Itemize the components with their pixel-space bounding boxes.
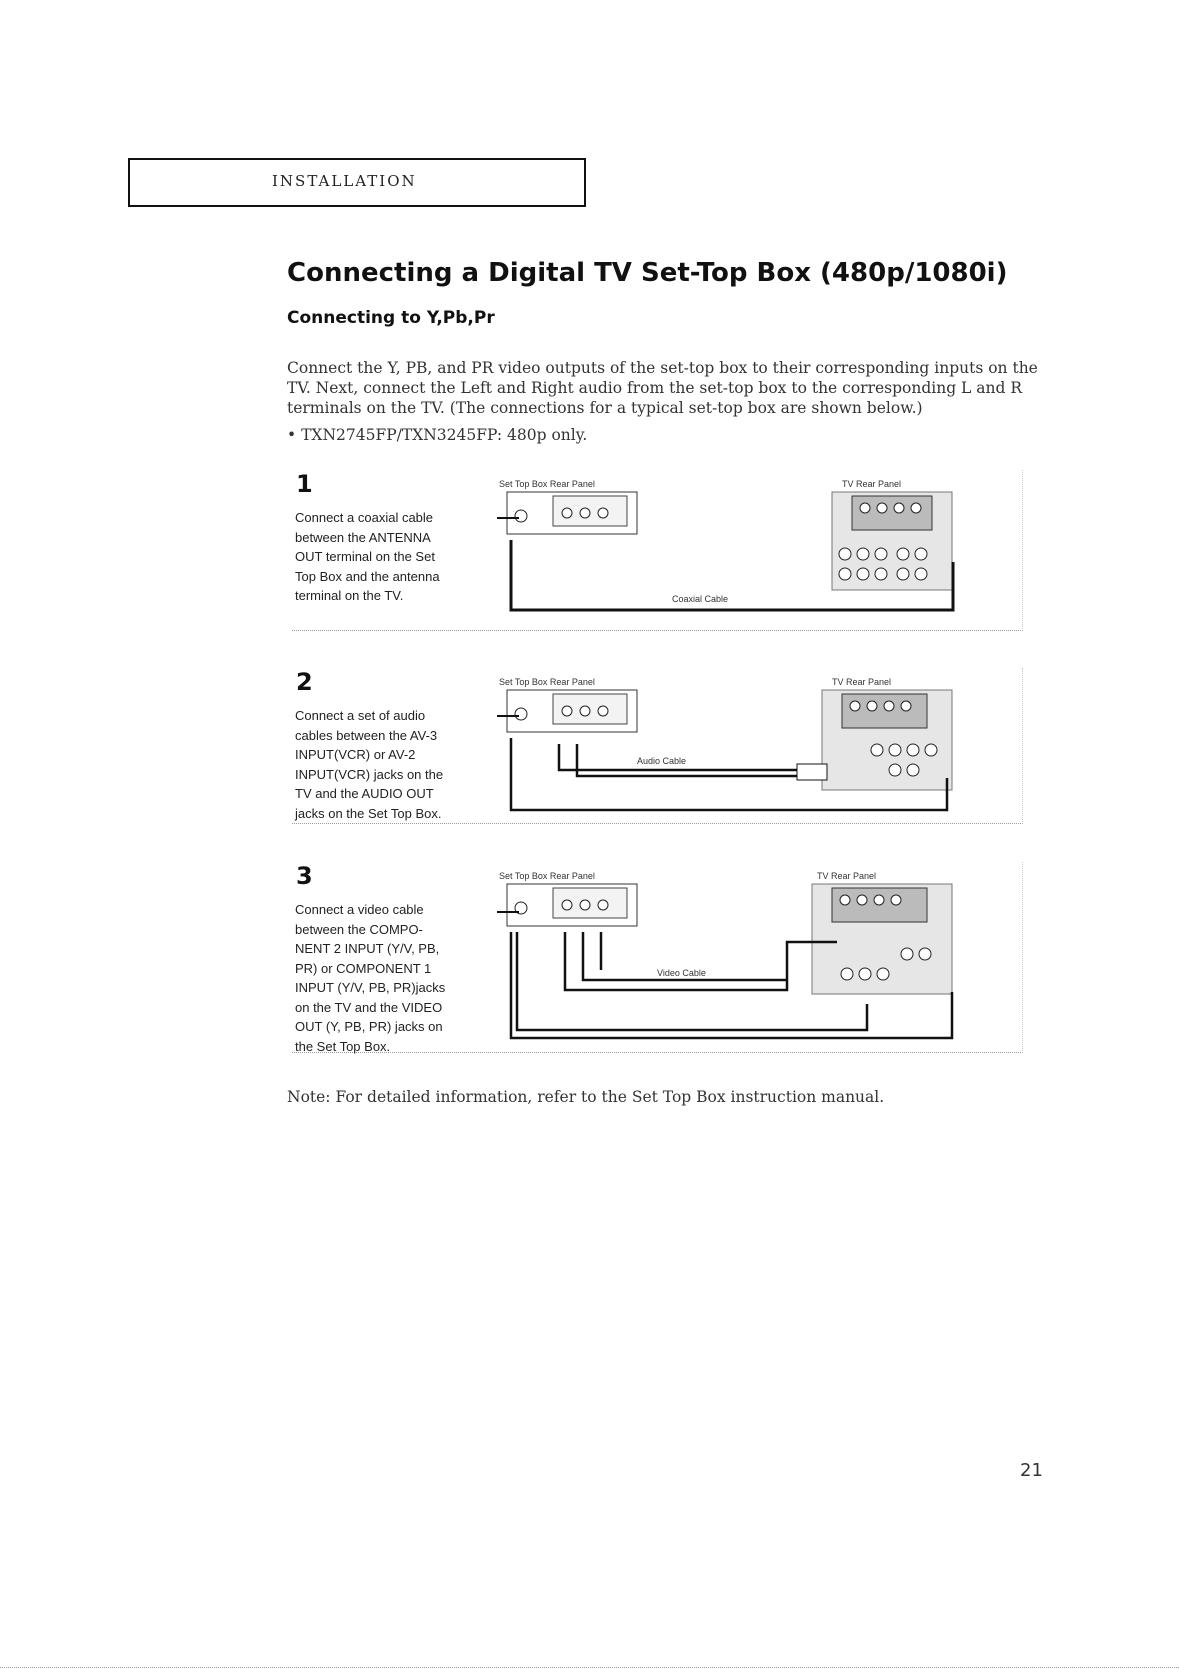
tv-panel-label: TV Rear Panel (842, 479, 902, 489)
step-1 (292, 470, 1023, 631)
section-header-label: INSTALLATION (272, 172, 417, 190)
cable-label: Video Cable (657, 968, 706, 978)
page-title: Connecting a Digital TV Set-Top Box (480p/1080i) (287, 258, 1008, 288)
step-3 (292, 862, 1023, 1053)
step-number: 3 (296, 862, 313, 890)
model-note-bullet: • TXN2745FP/TXN3245FP: 480p only. (287, 426, 588, 444)
set-top-box-panel (507, 884, 637, 926)
step-instructions: Connect a video cable between the COMPO- NENT 2 INPUT (Y/V, PB, PR) or COMPONENT 1 INPUT (Y/V, PB, PR)jacks on the TV and the VIDEO OUT (Y, PB, PR) jacks on the Set Top Box. (295, 902, 446, 1054)
section-subtitle: Connecting to Y,Pb,Pr (287, 308, 495, 328)
connection-diagram (497, 862, 1017, 1052)
tv-panel-label: TV Rear Panel (832, 677, 892, 687)
step-number: 2 (296, 668, 313, 696)
bottom-rule (0, 1667, 1179, 1668)
intro-paragraph: Connect the Y, PB, and PR video outputs of the set-top box to their corresponding inputs on the TV. Next, connect the Left and Right audio from the set-top box to the corresponding L and R terminals on the TV. (The connections for a typical set-top box are shown below.) (287, 359, 1038, 417)
cable-label: Audio Cable (637, 756, 687, 766)
step-instructions: Connect a set of audio cables between the AV-3 INPUT(VCR) or AV-2 INPUT(VCR) jacks on the TV and the AUDIO OUT jacks on the Set Top Box. (295, 708, 444, 821)
set-top-box-panel (507, 690, 637, 732)
connection-diagram (497, 470, 1017, 630)
tv-rear-panel (832, 492, 952, 590)
cable-label: Coaxial Cable (672, 594, 729, 604)
section-header-box (128, 158, 586, 207)
stb-panel-label: Set Top Box Rear Panel (499, 677, 595, 687)
connection-diagram (497, 668, 1017, 823)
video-cable (565, 932, 837, 990)
stb-panel-label: Set Top Box Rear Panel (499, 871, 595, 881)
tv-panel-label: TV Rear Panel (817, 871, 877, 881)
tv-rear-panel (822, 690, 952, 790)
page-number: 21 (1020, 1460, 1043, 1481)
set-top-box-panel (507, 492, 637, 534)
note-text: Note: For detailed information, refer to the Set Top Box instruction manual. (287, 1088, 885, 1106)
stb-panel-label: Set Top Box Rear Panel (499, 479, 595, 489)
step-instructions: Connect a coaxial cable between the ANTENNA OUT terminal on the Set Top Box and the antenna terminal on the TV. (295, 510, 440, 603)
step-number: 1 (296, 470, 313, 498)
tv-rear-panel (812, 884, 952, 994)
step-2 (292, 668, 1023, 824)
